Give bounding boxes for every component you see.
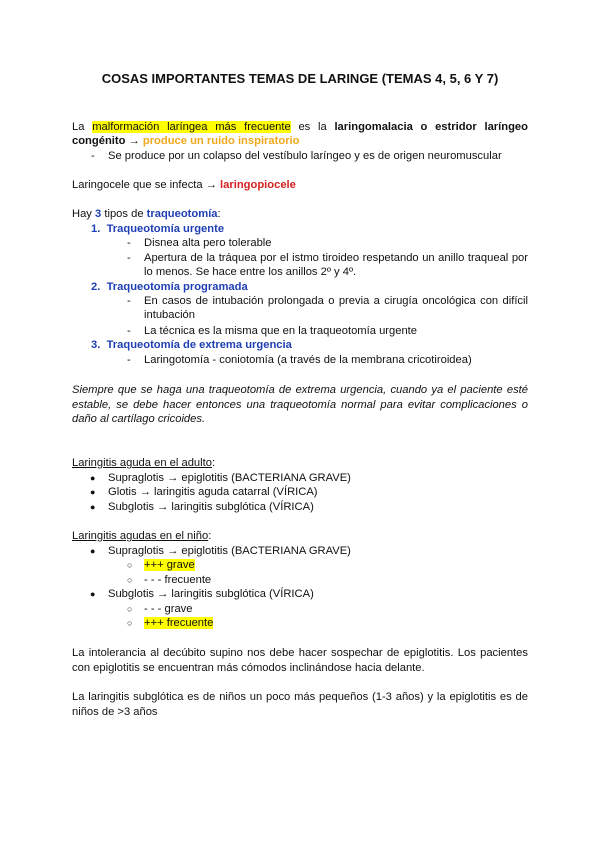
item-2-sub-2: La técnica es la misma que en la traqueotomía urgente [144,325,418,337]
highlight-malformation: malformación laríngea más frecuente [92,121,291,133]
numbered-item-2: 2. Traqueotomía programada [91,281,248,293]
item-1-sub-2-line-1: Apertura de la tráquea por el istmo tiroideo respetando un anillo traqueal por [144,252,528,264]
adult-item-1: Supraglotis → epiglotitis (BACTERIANA GRAVE) [108,472,351,484]
bullet-marker: ● [90,546,96,556]
intolerance-line-1: La intolerancia al decúbito supino nos debe hacer sospechar de epiglotitis. Los pacientes [72,647,528,659]
child-item-2-b: +++ frecuente [144,617,214,629]
circle-marker: ○ [127,618,133,628]
child-item-1-b: - - - frecuente [144,574,212,586]
dash-marker: - [127,237,131,249]
circle-marker: ○ [127,604,133,614]
child-item-2-a: - - - grave [144,603,193,615]
circle-marker: ○ [127,575,133,585]
item-2-sub-1-line-2: intubación [144,309,196,321]
numbered-item-3: 3. Traqueotomía de extrema urgencia [91,339,292,351]
adult-heading: Laringitis aguda en el adulto: [72,457,216,469]
item-1-sub-2-line-2: lo menos. Se hace entre los anillos 2º y 4º. [144,266,357,278]
bullet-marker: ● [90,502,96,512]
malformation-subpoint: Se produce por un colapso del vestíbulo laríngeo y es de origen neuromuscular [108,150,502,162]
bullet-marker: ● [90,487,96,497]
bullet-marker: ● [90,473,96,483]
child-item-2: Subglotis → laringitis subglótica (VÍRICA) [108,588,314,600]
subglottic-line-2: niños de >3 años [72,706,158,718]
dash-marker: - [127,354,131,366]
item-3-sub-1: Laringotomía - coniotomía (a través de la membrana cricotiroidea) [144,354,472,366]
adult-item-2: Glotis → laringitis aguda catarral (VÍRICA) [108,486,318,498]
adult-item-3: Subglotis → laringitis subglótica (VÍRICA) [108,501,314,513]
malformation-paragraph-line-1: La malformación laríngea más frecuente es la laringomalacia o estridor laríngeo [72,121,528,133]
bullet-marker: ● [90,589,96,599]
italic-note-line-3: daño al cartílago cricoides. [72,413,206,425]
subglottic-line-1: La laringitis subglótica es de niños un poco más pequeños (1-3 años) y la epiglotitis es de [72,691,528,703]
child-item-1-a: +++ grave [144,559,195,571]
child-heading: Laringitis agudas en el niño: [72,530,212,542]
tracheotomy-intro: Hay 3 tipos de traqueotomía: [72,208,221,220]
italic-note-line-1: Siempre que se haga una traqueotomía de extrema urgencia, cuando ya el paciente esté [72,384,528,396]
item-1-sub-1: Disnea alta pero tolerable [144,237,272,249]
item-2-sub-1-line-1: En casos de intubación prolongada o previa a cirugía oncológica con difícil [144,295,528,307]
numbered-item-1: 1. Traqueotomía urgente [91,223,225,235]
circle-marker: ○ [127,560,133,570]
intolerance-line-2: con epiglotitis se encuentran más cómodos inclinándose hacia delante. [72,662,425,674]
laringopiocele-term: laringopiocele [220,179,296,191]
italic-note-line-2: estable, se debe hacer entonces una traqueotomía normal para evitar complicaciones o [72,399,528,411]
laringomalacia-term: laringomalacia o estridor laríngeo [334,121,528,133]
child-item-1: Supraglotis → epiglotitis (BACTERIANA GRAVE) [108,545,351,557]
laringocele-line: Laringocele que se infecta → laringopiocele [72,179,296,191]
dash-marker: - [91,150,95,162]
inspiratory-noise-note: produce un ruido inspiratorio [142,135,300,147]
dash-marker: - [127,252,131,264]
page-title: COSAS IMPORTANTES TEMAS DE LARINGE (TEMAS 4, 5, 6 Y 7) [101,71,499,86]
malformation-paragraph-line-2: congénito → produce un ruido inspiratorio [72,135,300,147]
dash-marker: - [127,295,131,307]
dash-marker: - [127,325,131,337]
